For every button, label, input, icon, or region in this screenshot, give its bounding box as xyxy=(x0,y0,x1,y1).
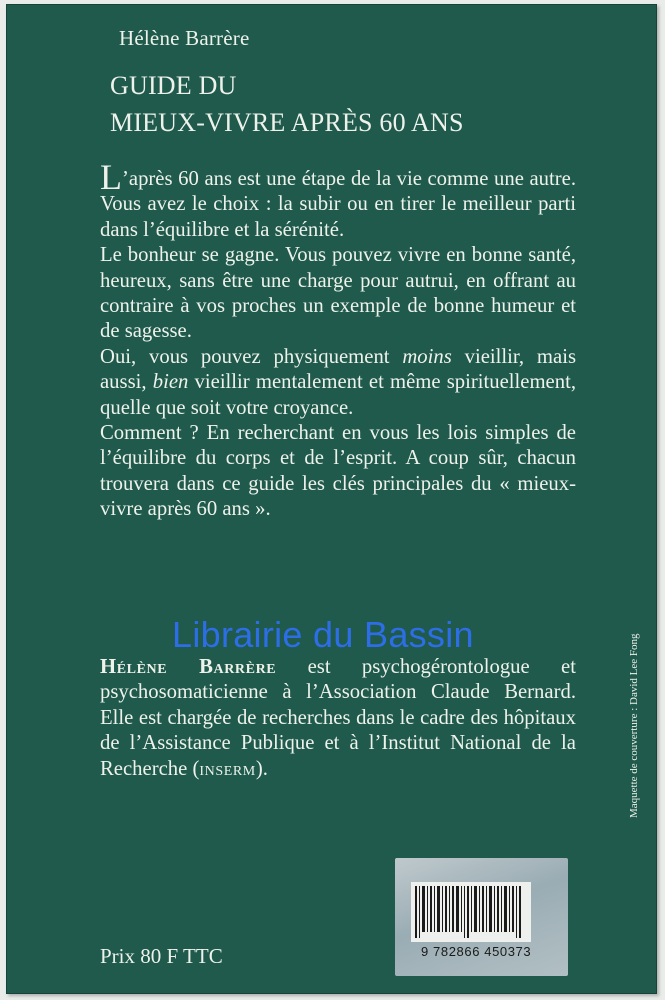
title-line-1: GUIDE DU xyxy=(110,71,237,100)
blurb-p3-part-c: vieillir mentalement et même spirituellement, quelle que soit votre croyance. xyxy=(100,371,576,419)
blurb-p3-bien: bien xyxy=(152,371,189,394)
blurb-paragraph-1 xyxy=(100,157,576,243)
blurb-paragraph-2: Le bonheur se gagne. Vous pouvez vivre en bonne santé, heureux, sans être une charge pour autrui, en offrant au contraire à vos proches un exemple de bonne humeur et de sagesse. xyxy=(100,244,576,343)
author-bio-paragraph xyxy=(100,655,576,782)
title-line-2: MIEUX-VIVRE APRÈS 60 ANS xyxy=(110,108,464,137)
author-bio-text-a: est psychogérontologue et psychosomaticienne à l’Association Claude Bernard. Elle est chargée de recherches dans le cadre des hôpitaux de l’Assistance Publique et à l’Institut National de la Recherche ( xyxy=(100,656,576,780)
author-bio-text-b: ). xyxy=(255,757,268,780)
blurb xyxy=(100,157,576,523)
drop-cap: L xyxy=(100,157,122,197)
author-bio xyxy=(100,655,576,782)
cover-design-credit: Maquette de couverture : David Lee Fong xyxy=(628,633,640,818)
blurb-paragraph-3 xyxy=(100,345,576,421)
author-bio-name: Hélène Barrère xyxy=(100,656,277,678)
author-bio-inserm: inserm xyxy=(199,757,256,780)
price-label: Prix 80 F TTC xyxy=(100,944,223,968)
blurb-p3-moins: moins xyxy=(402,345,452,368)
blurb-paragraph-4: Comment ? En recherchant en vous les lois simples de l’équilibre du corps et de l’esprit. A coup sûr, chacun trouvera dans ce guide les clés principales du « mieux-vivre après 60 ans ». xyxy=(100,422,576,521)
blurb-p3-part-b: vieillir, mais aussi, xyxy=(100,345,576,394)
blurb-p3-part-a: Oui, vous pouvez physiquement xyxy=(100,345,403,368)
bookshop-watermark: Librairie du Bassin xyxy=(172,614,474,655)
blurb-paragraph-1-text: ’après 60 ans est une étape de la vie comme une autre. Vous avez le choix : la subir ou en tirer le meilleur parti dans l’équilibre et la sérénité. xyxy=(100,168,576,241)
isbn-number: 9 782866 450373 xyxy=(421,944,532,959)
author-name: Hélène Barrère xyxy=(119,26,250,50)
barcode-icon xyxy=(411,882,531,942)
